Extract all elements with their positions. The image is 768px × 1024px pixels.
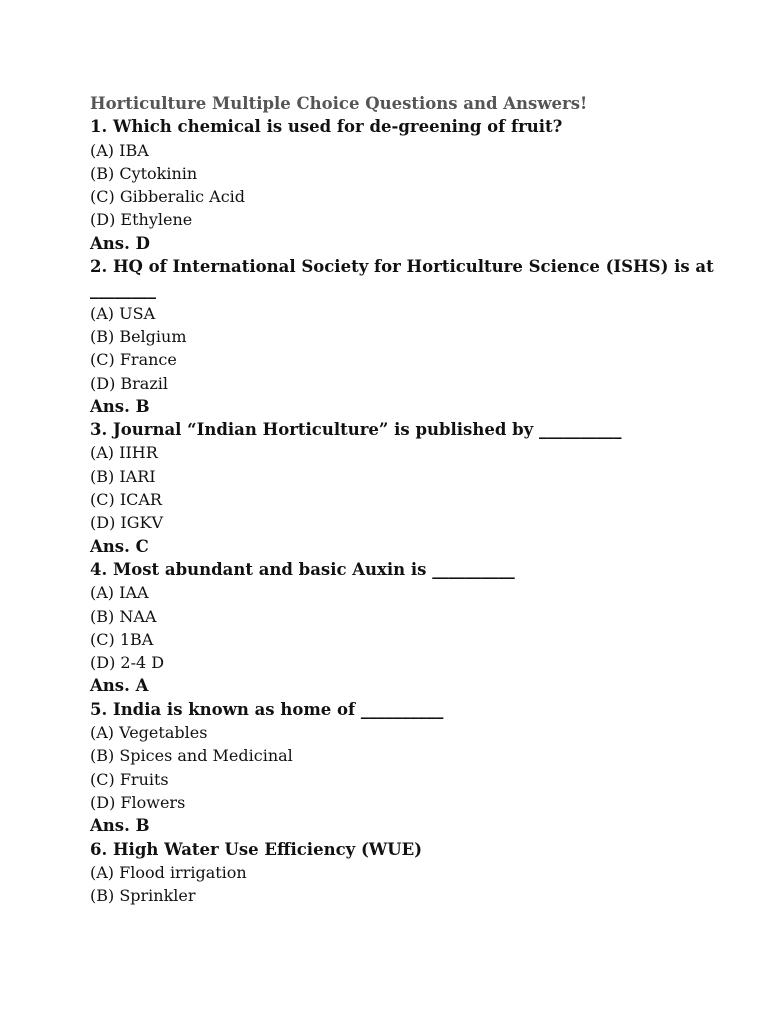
answer-text: Ans. A — [90, 676, 149, 696]
option-a: (A) Vegetables — [90, 723, 208, 743]
document-title: Horticulture Multiple Choice Questions and Answers! — [90, 94, 588, 113]
answer-text: Ans. B — [90, 396, 150, 416]
question-text: 2. HQ of International Society for Horticulture Science (ISHS) is at ________ — [90, 257, 714, 300]
option-b: (B) IARI — [90, 466, 156, 486]
option-c: (C) ICAR — [90, 490, 162, 510]
option-c: (C) France — [90, 350, 177, 370]
document-page — [90, 92, 730, 907]
question-text: 5. India is known as home of __________ — [90, 699, 444, 719]
option-a: (A) IIHR — [90, 443, 158, 463]
option-c: (C) 1BA — [90, 629, 154, 649]
option-b: (B) Sprinkler — [90, 886, 196, 906]
question-block — [90, 255, 730, 418]
option-b: (B) Spices and Medicinal — [90, 746, 293, 766]
option-c: (C) Fruits — [90, 769, 169, 789]
option-b: (B) NAA — [90, 606, 157, 626]
option-a: (A) Flood irrigation — [90, 862, 247, 882]
answer-text: Ans. C — [90, 536, 149, 556]
answer-text: Ans. B — [90, 816, 150, 836]
option-b: (B) Belgium — [90, 326, 187, 346]
option-d: (D) Flowers — [90, 792, 186, 812]
option-c: (C) Gibberalic Acid — [90, 187, 246, 207]
option-a: (A) IAA — [90, 583, 149, 603]
option-d: (D) 2-4 D — [90, 653, 165, 673]
option-d: (D) Ethylene — [90, 210, 193, 230]
option-a: (A) IBA — [90, 140, 149, 160]
question-block — [90, 418, 730, 558]
option-b: (B) Cytokinin — [90, 163, 198, 183]
question-block — [90, 115, 730, 255]
question-text: 1. Which chemical is used for de-greening of fruit? — [90, 117, 563, 137]
option-a: (A) USA — [90, 303, 156, 323]
option-d: (D) IGKV — [90, 513, 164, 533]
question-text: 4. Most abundant and basic Auxin is __________ — [90, 559, 515, 579]
question-block — [90, 558, 730, 698]
question-text: 6. High Water Use Efficiency (WUE) — [90, 839, 423, 859]
question-block — [90, 698, 730, 838]
question-block — [90, 838, 730, 908]
option-d: (D) Brazil — [90, 373, 169, 393]
question-text: 3. Journal “Indian Horticulture” is published by __________ — [90, 420, 622, 440]
answer-text: Ans. D — [90, 233, 150, 253]
